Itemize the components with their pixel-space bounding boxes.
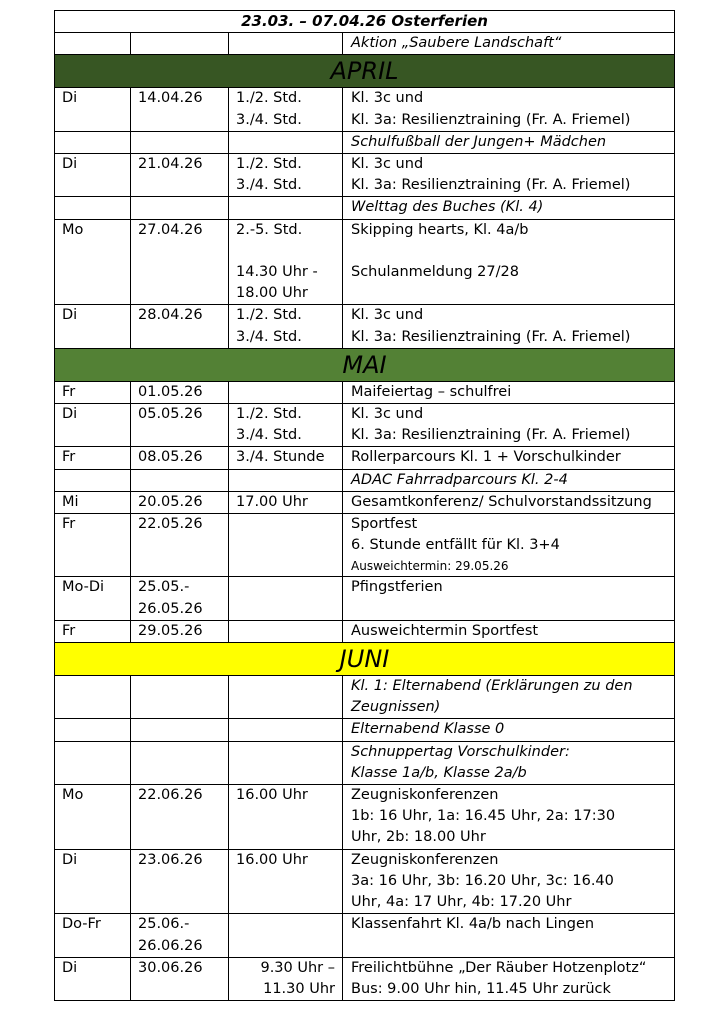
event-text: Pfingstferien — [343, 577, 675, 620]
event-text: Gesamtkonferenz/ Schulvorstandssitzung — [343, 491, 675, 513]
month-header-april — [55, 55, 675, 88]
event-text: Kl. 3c und Kl. 3a: Resilienztraining (Fr. A. Friemel) — [343, 404, 675, 447]
time-cell — [229, 514, 343, 577]
date-cell: 30.06.26 — [131, 957, 229, 1000]
table-row — [55, 219, 675, 305]
table-row — [55, 305, 675, 348]
time-cell: 1./2. Std. 3./4. Std. — [229, 404, 343, 447]
date-cell: 14.04.26 — [131, 88, 229, 131]
month-label: APRIL — [55, 55, 675, 88]
date-cell: 22.06.26 — [131, 785, 229, 850]
time-cell: 1./2. Std. 3./4. Std. — [229, 154, 343, 197]
time-cell — [229, 577, 343, 620]
day-cell: Di — [55, 404, 131, 447]
table-row — [55, 131, 675, 153]
day-cell: Fr — [55, 620, 131, 642]
event-text: Zeugniskonferenzen 1b: 16 Uhr, 1a: 16.45 Uhr, 2a: 17:30 Uhr, 2b: 18.00 Uhr — [343, 785, 675, 850]
day-cell: Mo — [55, 785, 131, 850]
time-cell: 1./2. Std. 3./4. Std. — [229, 88, 343, 131]
event-text: Sportfest 6. Stunde entfällt für Kl. 3+4 Ausweichtermin: 29.05.26 — [343, 514, 675, 577]
event-text: Elternabend Klasse 0 — [343, 719, 675, 741]
day-cell: Mo — [55, 219, 131, 305]
day-cell: Di — [55, 88, 131, 131]
time-cell: 1./2. Std. 3./4. Std. — [229, 305, 343, 348]
table-row — [55, 404, 675, 447]
table-row — [55, 957, 675, 1000]
day-cell: Di — [55, 957, 131, 1000]
table-row — [55, 491, 675, 513]
day-cell: Fr — [55, 381, 131, 403]
event-text: Ausweichtermin Sportfest — [343, 620, 675, 642]
event-text: Schnuppertag Vorschulkinder: Klasse 1a/b, Klasse 2a/b — [343, 741, 675, 784]
vacation-title: 23.03. – 07.04.26 Osterferien — [55, 11, 675, 33]
event-text: Maifeiertag – schulfrei — [343, 381, 675, 403]
table-row — [55, 914, 675, 957]
time-cell — [229, 914, 343, 957]
time-cell: 16.00 Uhr — [229, 785, 343, 850]
time-cell: 17.00 Uhr — [229, 491, 343, 513]
day-cell: Fr — [55, 514, 131, 577]
time-cell — [229, 381, 343, 403]
time-cell: 16.00 Uhr — [229, 849, 343, 914]
date-cell: 01.05.26 — [131, 381, 229, 403]
event-text: Freilichtbühne „Der Räuber Hotzenplotz“ Bus: 9.00 Uhr hin, 11.45 Uhr zurück — [343, 957, 675, 1000]
table-row — [55, 88, 675, 131]
time-cell — [229, 620, 343, 642]
event-text: Klassenfahrt Kl. 4a/b nach Lingen — [343, 914, 675, 957]
event-text: Aktion „Saubere Landschaft“ — [343, 33, 675, 55]
date-cell: 25.05.- 26.05.26 — [131, 577, 229, 620]
table-row — [55, 33, 675, 55]
date-cell: 20.05.26 — [131, 491, 229, 513]
time-cell: 3./4. Stunde — [229, 447, 343, 469]
event-text: Kl. 3c und Kl. 3a: Resilienztraining (Fr. A. Friemel) — [343, 305, 675, 348]
event-text: Zeugniskonferenzen 3a: 16 Uhr, 3b: 16.20 Uhr, 3c: 16.40 Uhr, 4a: 17 Uhr, 4b: 17.20 Uhr — [343, 849, 675, 914]
schedule-table — [54, 10, 675, 1001]
day-cell: Fr — [55, 447, 131, 469]
date-cell: 22.05.26 — [131, 514, 229, 577]
date-cell: 05.05.26 — [131, 404, 229, 447]
day-cell: Mo-Di — [55, 577, 131, 620]
month-label: JUNI — [55, 643, 675, 676]
event-text: ADAC Fahrradparcours Kl. 2-4 — [343, 469, 675, 491]
event-text: Welttag des Buches (Kl. 4) — [343, 197, 675, 219]
table-row — [55, 469, 675, 491]
table-row — [55, 719, 675, 741]
month-header-mai — [55, 348, 675, 381]
table-row — [55, 154, 675, 197]
month-header-juni — [55, 643, 675, 676]
date-cell: 08.05.26 — [131, 447, 229, 469]
date-cell: 29.05.26 — [131, 620, 229, 642]
event-text: Rollerparcours Kl. 1 + Vorschulkinder — [343, 447, 675, 469]
time-cell: 9.30 Uhr – 11.30 Uhr — [229, 957, 343, 1000]
table-row — [55, 577, 675, 620]
table-row — [55, 514, 675, 577]
table-row — [55, 447, 675, 469]
event-text: Schulfußball der Jungen+ Mädchen — [343, 131, 675, 153]
day-cell: Di — [55, 849, 131, 914]
table-row — [55, 741, 675, 784]
event-text: Kl. 3c und Kl. 3a: Resilienztraining (Fr. A. Friemel) — [343, 154, 675, 197]
day-cell: Mi — [55, 491, 131, 513]
time-cell: 2.-5. Std. 14.30 Uhr - 18.00 Uhr — [229, 219, 343, 305]
day-cell: Do-Fr — [55, 914, 131, 957]
day-cell: Di — [55, 154, 131, 197]
table-row — [55, 197, 675, 219]
date-cell: 28.04.26 — [131, 305, 229, 348]
table-row — [55, 620, 675, 642]
date-cell: 25.06.- 26.06.26 — [131, 914, 229, 957]
table-row — [55, 381, 675, 403]
date-cell: 23.06.26 — [131, 849, 229, 914]
date-cell: 21.04.26 — [131, 154, 229, 197]
event-text: Kl. 3c und Kl. 3a: Resilienztraining (Fr. A. Friemel) — [343, 88, 675, 131]
event-text: Kl. 1: Elternabend (Erklärungen zu den Zeugnissen) — [343, 676, 675, 719]
table-row — [55, 785, 675, 850]
table-row — [55, 849, 675, 914]
event-text: Skipping hearts, Kl. 4a/b Schulanmeldung 27/28 — [343, 219, 675, 305]
vacation-title-row — [55, 11, 675, 33]
date-cell: 27.04.26 — [131, 219, 229, 305]
table-row — [55, 676, 675, 719]
day-cell: Di — [55, 305, 131, 348]
month-label: MAI — [55, 348, 675, 381]
